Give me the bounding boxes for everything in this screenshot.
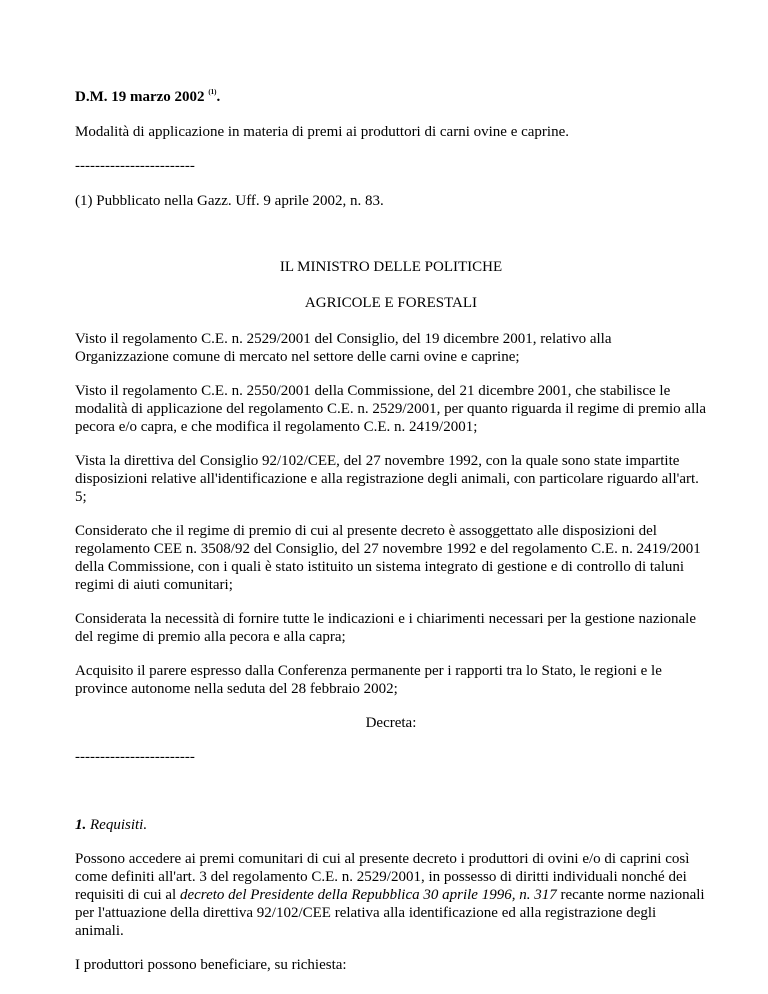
premise-paragraph: Visto il regolamento C.E. n. 2529/2001 del Consiglio, del 19 dicembre 2001, relativo alla Organizzazione comune di mercato nel settore delle carni ovine e caprine;: [75, 331, 612, 365]
premise-paragraph: Vista la direttiva del Consiglio 92/102/CEE, del 27 novembre 1992, con la quale sono state impartite disposizioni relative all'identificazione e alla registrazione degli animali, con particolare riguardo all'art. 5;: [75, 453, 699, 505]
premise-paragraph: Considerata la necessità di fornire tutte le indicazioni e i chiarimenti necessari per la gestione nazionale del regime di premio alla pecora e alla capra;: [75, 611, 696, 645]
article-1-text-end: recante norme nazionali per l'attuazione della direttiva 92/102/CEE relativa alla identificazione ed alla registrazione degli animali.: [75, 887, 705, 939]
article-1-heading: [75, 816, 707, 834]
publication-note: (1) Pubblicato nella Gazz. Uff. 9 aprile 2002, n. 83.: [75, 193, 384, 209]
article-1-text-start: Possono accedere ai premi comunitari di cui al presente decreto i produttori di ovini e/o di caprini così come definiti all'art. 3 del regolamento C.E. n. 2529/2001, in possesso di diritti individuali nonché dei requisiti di cui al: [75, 851, 690, 903]
separator-line-2: ------------------------: [75, 749, 195, 765]
article-1-paragraph-1: [75, 850, 707, 940]
separator-line: ------------------------: [75, 158, 195, 174]
premise-paragraph: Acquisito il parere espresso dalla Conferenza permanente per i rapporti tra lo Stato, le regioni e le province autonome nella seduta del 28 febbraio 2002;: [75, 663, 662, 697]
decree-title-text: D.M. 19 marzo 2002: [75, 89, 205, 105]
decree-title-end: .: [216, 89, 221, 105]
authority-line-1: IL MINISTRO DELLE POLITICHE: [279, 259, 503, 275]
article-1-paragraph-2: I produttori possono beneficiare, su richiesta:: [75, 957, 347, 973]
article-1-title: Requisiti.: [90, 817, 148, 833]
decree-subject: Modalità di applicazione in materia di premi ai produttori di carni ovine e caprine.: [75, 124, 569, 140]
law-reference-link[interactable]: decreto del Presidente della Repubblica 30 aprile 1996, n. 317: [179, 887, 557, 903]
decree-title: [75, 88, 707, 106]
article-1-number: 1.: [75, 817, 87, 833]
document-page: [75, 88, 707, 990]
footnote-marker[interactable]: (1): [208, 88, 217, 96]
premise-paragraph: Considerato che il regime di premio di cui al presente decreto è assoggettato alle disposizioni del regolamento CEE n. 3508/92 del Consiglio, del 27 novembre 1992 e del regolamento C.E. n. 2419/2001 della Commissione, con i quali è stato istituito un sistema integrato di gestione e di controllo di taluni regimi di aiuti comunitari;: [75, 523, 701, 593]
decreta-heading: Decreta:: [365, 715, 417, 731]
authority-line-2: AGRICOLE E FORESTALI: [304, 295, 478, 311]
premise-paragraph: Visto il regolamento C.E. n. 2550/2001 della Commissione, del 21 dicembre 2001, che stabilisce le modalità di applicazione del regolamento C.E. n. 2529/2001, per quanto riguarda il regime di premio alla pecora e/o capra, e che modifica il regolamento C.E. n. 2419/2001;: [75, 383, 707, 435]
